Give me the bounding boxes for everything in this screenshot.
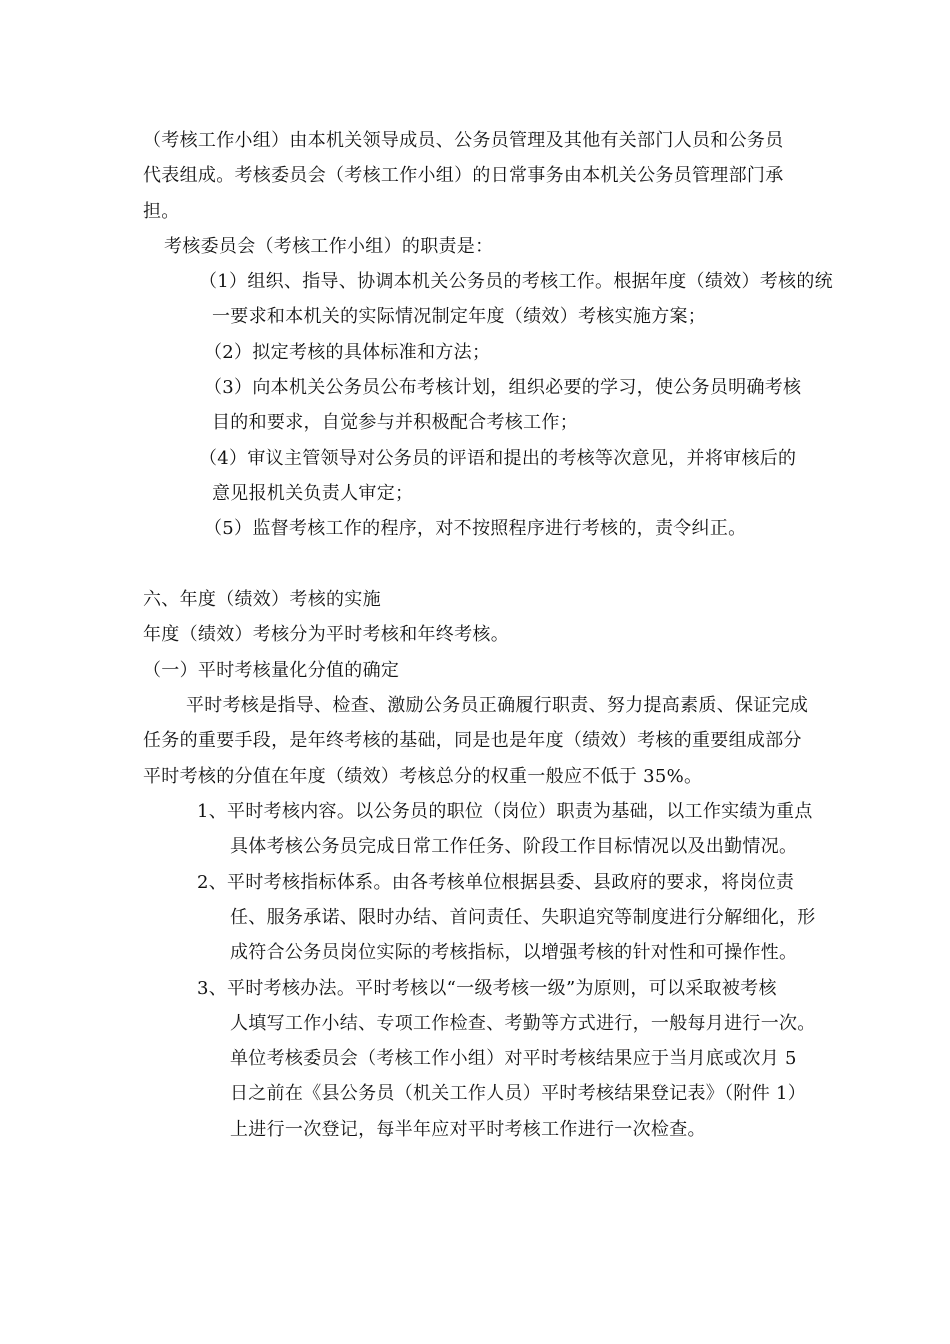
list-item-line: 日之前在《县公务员（机关工作人员）平时考核结果登记表》（附件 1） xyxy=(230,1083,807,1104)
duty-item-line: （5）监督考核工作的程序，对不按照程序进行考核的，责令纠正。 xyxy=(204,518,747,539)
section-title: 六、年度（绩效）考核的实施 xyxy=(143,589,381,610)
section-intro: 年度（绩效）考核分为平时考核和年终考核。 xyxy=(143,624,509,645)
subsection-title: （一）平时考核量化分值的确定 xyxy=(143,660,400,681)
intro-line: 担。 xyxy=(143,201,180,222)
duty-item-line: 一要求和本机关的实际情况制定年度（绩效）考核实施方案； xyxy=(212,306,707,327)
list-item-line: 上进行一次登记，每半年应对平时考核工作进行一次检查。 xyxy=(230,1119,706,1140)
paragraph-line: 任务的重要手段，是年终考核的基础，同是也是年度（绩效）考核的重要组成部分 xyxy=(143,730,802,751)
duty-item-line: （1）组织、指导、协调本机关公务员的考核工作。根据年度（绩效）考核的统 xyxy=(199,271,833,292)
duty-item-line: （2）拟定考核的具体标准和方法； xyxy=(204,342,491,363)
list-item-line: 1、平时考核内容。以公务员的职位（岗位）职责为基础，以工作实绩为重点 xyxy=(197,801,813,822)
list-item-line: 任、服务承诺、限时办结、首问责任、失职追究等制度进行分解细化，形 xyxy=(230,907,816,928)
duty-item-line: 意见报机关负责人审定； xyxy=(212,483,414,504)
duty-item-line: （4）审议主管领导对公务员的评语和提出的考核等次意见，并将审核后的 xyxy=(199,448,797,469)
list-item-line: 单位考核委员会（考核工作小组）对平时考核结果应于当月底或次月 5 xyxy=(230,1048,797,1069)
list-item-line: 2、平时考核指标体系。由各考核单位根据县委、县政府的要求，将岗位责 xyxy=(197,872,795,893)
duty-item-line: （3）向本机关公务员公布考核计划，组织必要的学习，使公务员明确考核 xyxy=(204,377,802,398)
list-item-line: 具体考核公务员完成日常工作任务、阶段工作目标情况以及出勤情况。 xyxy=(230,836,798,857)
paragraph-line: 平时考核是指导、检查、激励公务员正确履行职责、努力提高素质、保证完成 xyxy=(186,695,809,716)
duty-item-line: 目的和要求，自觉参与并积极配合考核工作； xyxy=(212,412,578,433)
paragraph-line: 平时考核的分值在年度（绩效）考核总分的权重一般应不低于 35%。 xyxy=(143,766,703,787)
intro-line: 代表组成。考核委员会（考核工作小组）的日常事务由本机关公务员管理部门承 xyxy=(143,165,784,186)
list-item-line: 成符合公务员岗位实际的考核指标，以增强考核的针对性和可操作性。 xyxy=(230,942,798,963)
duties-heading: 考核委员会（考核工作小组）的职责是： xyxy=(164,236,494,257)
intro-line: （考核工作小组）由本机关领导成员、公务员管理及其他有关部门人员和公务员 xyxy=(143,130,784,151)
list-item-line: 人填写工作小结、专项工作检查、考勤等方式进行，一般每月进行一次。 xyxy=(230,1013,816,1034)
list-item-line: 3、平时考核办法。平时考核以“一级考核一级”为原则，可以采取被考核 xyxy=(197,978,777,999)
